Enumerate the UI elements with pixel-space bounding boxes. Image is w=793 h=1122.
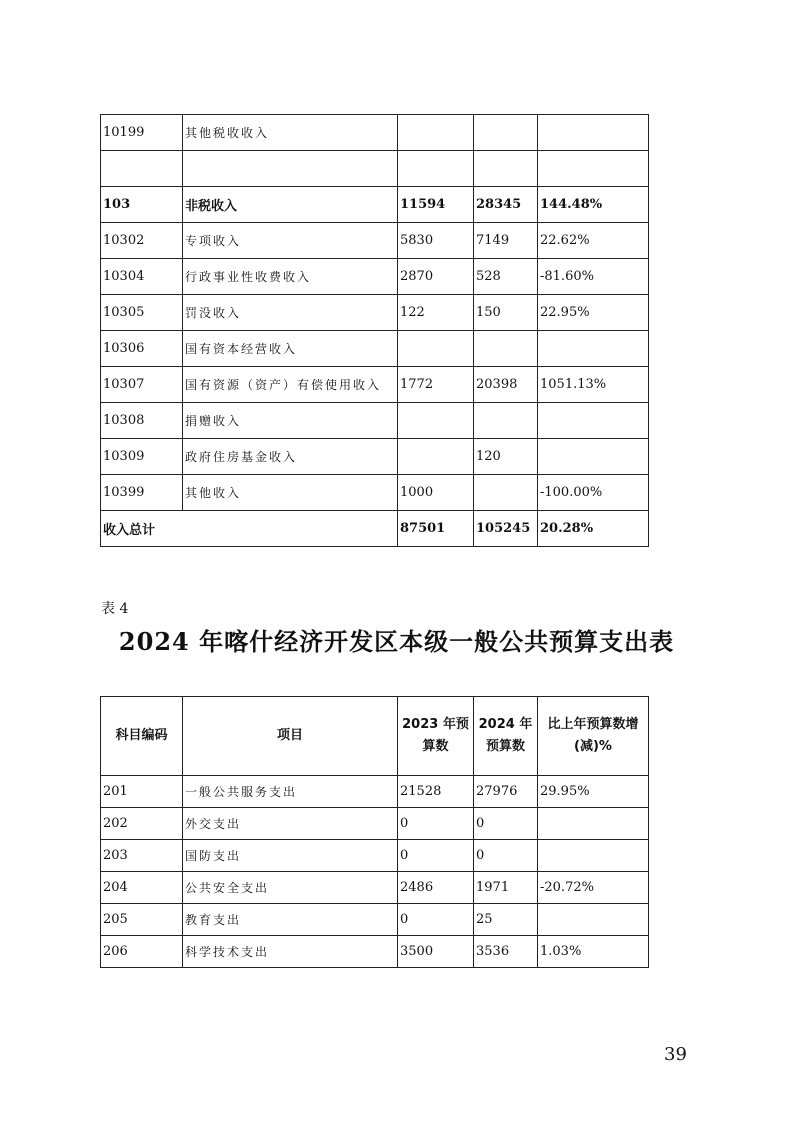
table-row bbox=[101, 331, 649, 367]
item-cell: 其他税收收入 bbox=[183, 115, 398, 151]
item-cell: 教育支出 bbox=[183, 904, 398, 936]
table-row bbox=[101, 115, 649, 151]
value-2024-cell: 120 bbox=[474, 439, 538, 475]
value-2023-cell: 2870 bbox=[398, 259, 474, 295]
code-cell: 10399 bbox=[101, 475, 183, 511]
value-2023-cell: 1000 bbox=[398, 475, 474, 511]
item-cell bbox=[183, 151, 398, 187]
code-cell: 10309 bbox=[101, 439, 183, 475]
value-2024-cell bbox=[474, 331, 538, 367]
total-row bbox=[101, 511, 649, 547]
change-cell: 29.95% bbox=[538, 776, 649, 808]
code-cell bbox=[101, 151, 183, 187]
change-cell: -81.60% bbox=[538, 259, 649, 295]
value-2023-cell bbox=[398, 151, 474, 187]
total-change-cell: 20.28% bbox=[538, 511, 649, 547]
value-2024-cell bbox=[474, 115, 538, 151]
table-row bbox=[101, 223, 649, 259]
item-cell: 国防支出 bbox=[183, 840, 398, 872]
change-cell bbox=[538, 904, 649, 936]
code-cell: 202 bbox=[101, 808, 183, 840]
change-cell: 1.03% bbox=[538, 936, 649, 968]
table-row bbox=[101, 403, 649, 439]
value-2023-cell: 0 bbox=[398, 840, 474, 872]
expenditure-table bbox=[100, 696, 649, 968]
item-cell: 非税收入 bbox=[183, 187, 398, 223]
code-cell: 10199 bbox=[101, 115, 183, 151]
value-2023-cell bbox=[398, 331, 474, 367]
table-row bbox=[101, 439, 649, 475]
header-2023: 2023 年预算数 bbox=[398, 697, 474, 776]
table-row bbox=[101, 936, 649, 968]
table-header-row bbox=[101, 697, 649, 776]
value-2024-cell: 528 bbox=[474, 259, 538, 295]
code-cell: 10302 bbox=[101, 223, 183, 259]
value-2023-cell bbox=[398, 403, 474, 439]
table-row bbox=[101, 187, 649, 223]
code-cell: 10308 bbox=[101, 403, 183, 439]
change-cell: 144.48% bbox=[538, 187, 649, 223]
item-cell: 行政事业性收费收入 bbox=[183, 259, 398, 295]
code-cell: 205 bbox=[101, 904, 183, 936]
change-cell bbox=[538, 840, 649, 872]
value-2023-cell bbox=[398, 439, 474, 475]
item-cell: 公共安全支出 bbox=[183, 872, 398, 904]
value-2024-cell: 20398 bbox=[474, 367, 538, 403]
table-row bbox=[101, 808, 649, 840]
change-cell: -100.00% bbox=[538, 475, 649, 511]
header-2024: 2024 年预算数 bbox=[474, 697, 538, 776]
value-2023-cell: 3500 bbox=[398, 936, 474, 968]
item-cell: 罚没收入 bbox=[183, 295, 398, 331]
change-cell: 22.95% bbox=[538, 295, 649, 331]
table-row bbox=[101, 367, 649, 403]
change-cell bbox=[538, 115, 649, 151]
header-item: 项目 bbox=[183, 697, 398, 776]
table-row bbox=[101, 872, 649, 904]
value-2024-cell: 150 bbox=[474, 295, 538, 331]
value-2023-cell bbox=[398, 115, 474, 151]
table-row bbox=[101, 151, 649, 187]
value-2023-cell: 2486 bbox=[398, 872, 474, 904]
value-2024-cell bbox=[474, 151, 538, 187]
table-row bbox=[101, 475, 649, 511]
total-2023-cell: 87501 bbox=[398, 511, 474, 547]
item-cell: 专项收入 bbox=[183, 223, 398, 259]
item-cell: 一般公共服务支出 bbox=[183, 776, 398, 808]
item-cell: 政府住房基金收入 bbox=[183, 439, 398, 475]
code-cell: 103 bbox=[101, 187, 183, 223]
total-2024-cell: 105245 bbox=[474, 511, 538, 547]
value-2024-cell bbox=[474, 475, 538, 511]
value-2023-cell: 122 bbox=[398, 295, 474, 331]
change-cell bbox=[538, 331, 649, 367]
value-2023-cell: 5830 bbox=[398, 223, 474, 259]
item-cell: 外交支出 bbox=[183, 808, 398, 840]
code-cell: 206 bbox=[101, 936, 183, 968]
code-cell: 203 bbox=[101, 840, 183, 872]
value-2023-cell: 21528 bbox=[398, 776, 474, 808]
value-2024-cell: 28345 bbox=[474, 187, 538, 223]
value-2024-cell: 1971 bbox=[474, 872, 538, 904]
change-cell: 22.62% bbox=[538, 223, 649, 259]
change-cell bbox=[538, 808, 649, 840]
header-code: 科目编码 bbox=[101, 697, 183, 776]
value-2023-cell: 0 bbox=[398, 808, 474, 840]
value-2024-cell: 25 bbox=[474, 904, 538, 936]
change-cell bbox=[538, 439, 649, 475]
code-cell: 10307 bbox=[101, 367, 183, 403]
page-number: 39 bbox=[664, 1044, 687, 1065]
table-row bbox=[101, 840, 649, 872]
item-cell: 捐赠收入 bbox=[183, 403, 398, 439]
change-cell: -20.72% bbox=[538, 872, 649, 904]
value-2024-cell: 3536 bbox=[474, 936, 538, 968]
item-cell: 国有资本经营收入 bbox=[183, 331, 398, 367]
income-table bbox=[100, 114, 649, 547]
table-row bbox=[101, 259, 649, 295]
value-2024-cell: 7149 bbox=[474, 223, 538, 259]
value-2024-cell bbox=[474, 403, 538, 439]
change-cell: 1051.13% bbox=[538, 367, 649, 403]
item-cell: 国有资源（资产）有偿使用收入 bbox=[183, 367, 398, 403]
code-cell: 10306 bbox=[101, 331, 183, 367]
total-label: 收入总计 bbox=[101, 511, 398, 547]
item-cell: 其他收入 bbox=[183, 475, 398, 511]
value-2023-cell: 11594 bbox=[398, 187, 474, 223]
table-row bbox=[101, 776, 649, 808]
table-caption: 表 4 bbox=[101, 601, 129, 617]
code-cell: 204 bbox=[101, 872, 183, 904]
code-cell: 10305 bbox=[101, 295, 183, 331]
change-cell bbox=[538, 151, 649, 187]
value-2024-cell: 0 bbox=[474, 808, 538, 840]
table-title: 2024 年喀什经济开发区本级一般公共预算支出表 bbox=[118, 627, 675, 656]
item-cell: 科学技术支出 bbox=[183, 936, 398, 968]
value-2024-cell: 0 bbox=[474, 840, 538, 872]
header-change: 比上年预算数增(减)% bbox=[538, 697, 649, 776]
table-row bbox=[101, 295, 649, 331]
code-cell: 201 bbox=[101, 776, 183, 808]
value-2023-cell: 1772 bbox=[398, 367, 474, 403]
table-row bbox=[101, 904, 649, 936]
value-2024-cell: 27976 bbox=[474, 776, 538, 808]
code-cell: 10304 bbox=[101, 259, 183, 295]
change-cell bbox=[538, 403, 649, 439]
value-2023-cell: 0 bbox=[398, 904, 474, 936]
